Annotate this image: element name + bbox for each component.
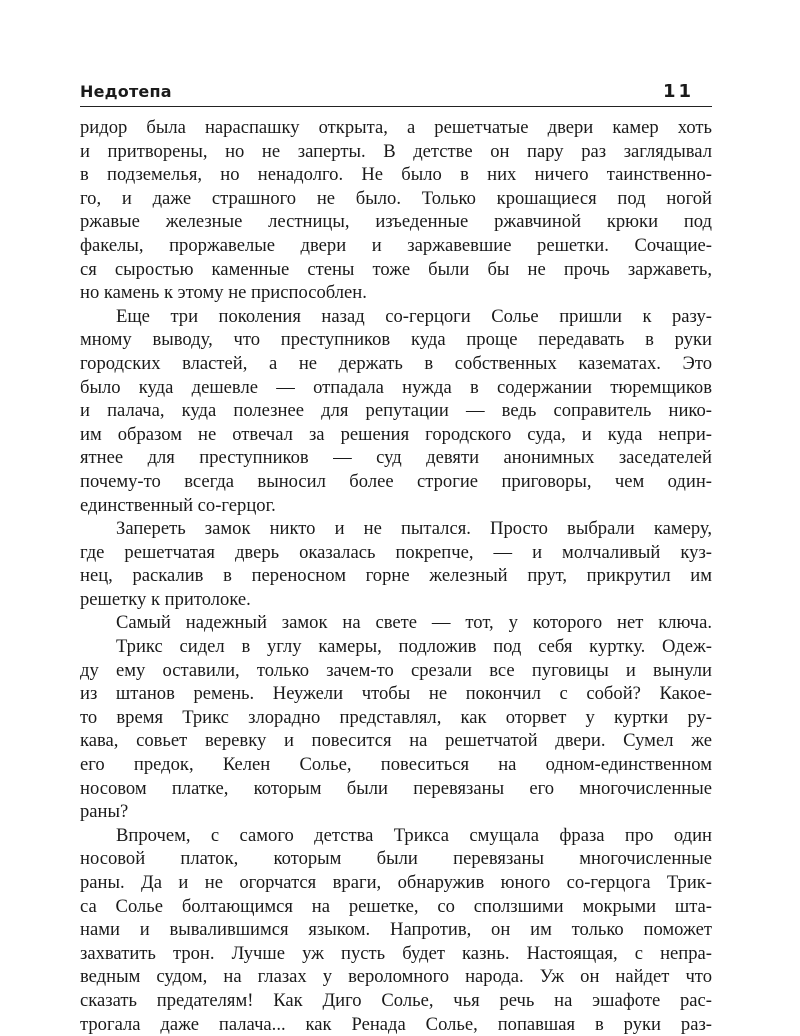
running-title: Недотепа — [80, 82, 172, 101]
text-line: трогала даже палача... как Ренада Солье, попавшая в руки раз- — [80, 1013, 712, 1035]
text-line: единственный со-герцог. — [80, 494, 276, 516]
text-line: са Солье болтающимся на решетке, со сползшими мокрыми шта- — [80, 895, 712, 917]
text-line: факелы, проржавелые двери и заржавевшие решетки. Сочащие- — [80, 234, 712, 256]
text-line: было куда дешевле — отпадала нужда в содержании тюремщиков — [80, 376, 712, 398]
text-line: решетку к притолоке. — [80, 588, 251, 610]
text-line: ся сыростью каменные стены тоже были бы не прочь заржаветь, — [80, 258, 712, 280]
text-line: Впрочем, с самого детства Трикса смущала фраза про один — [116, 824, 712, 846]
text-line: раны? — [80, 801, 129, 823]
text-line: его предок, Келен Солье, повеситься на одном-единственном — [80, 754, 712, 776]
text-line: то время Трикс злорадно представлял, как оторвет у куртки ру- — [80, 706, 712, 728]
text-line: сказать предателям! Как Диго Солье, чья речь на эшафоте рас- — [80, 989, 712, 1011]
text-line: нец, раскалив в переносном горне железный прут, прикрутил им — [80, 565, 712, 587]
text-line: им образом не отвечал за решения городского суда, и куда непри- — [80, 423, 712, 445]
text-line: Самый надежный замок на свете — тот, у которого нет ключа. — [116, 612, 712, 634]
text-line: захватить трон. Лучше уж пусть будет казнь. Настоящая, с непра- — [80, 942, 712, 964]
text-line: ду ему оставили, только зачем-то срезали все пуговицы и вынули — [80, 659, 712, 681]
text-line: носовом платке, которым были перевязаны его многочисленные — [80, 777, 712, 799]
text-line: ржавые железные лестницы, изъеденные ржавчиной крюки под — [80, 211, 712, 233]
text-line: но камень к этому не приспособлен. — [80, 282, 367, 304]
text-line: ридор была нараспашку открыта, а решетчатые двери камер хоть — [80, 117, 712, 138]
text-line: ятнее для преступников — суд девяти анонимных заседателей — [80, 447, 712, 469]
text-line: Запереть замок никто и не пытался. Просто выбрали камеру, — [116, 518, 712, 540]
text-line: ведным судом, на глазах у вероломного народа. Уж он найдет что — [80, 966, 712, 988]
text-line: где решетчатая дверь оказалась покрепче, — и молчаливый куз- — [80, 541, 712, 563]
page-number: 11 — [662, 81, 694, 102]
text-line: носовой платок, которым были перевязаны многочисленные — [80, 848, 712, 870]
text-line: из штанов ремень. Неужели чтобы не покончил с собой? Какое- — [80, 683, 712, 705]
text-line: и палача, куда полезнее для репутации — ведь соправитель нико- — [80, 400, 712, 422]
body-text — [80, 116, 712, 1036]
text-line: нами и вывалившимся языком. Напротив, он им только поможет — [80, 919, 712, 941]
text-line: в подземелья, но ненадолго. Не было в них ничего таинственно- — [80, 164, 712, 186]
text-line: раны. Да и не огорчатся враги, обнаружив юного со-герцога Трик- — [80, 872, 712, 893]
text-line: го, и даже страшного не было. Только крошащиеся под ногой — [80, 187, 712, 209]
text-line: городских властей, а не держать в собственных казематах. Это — [80, 352, 712, 374]
text-line: Еще три поколения назад со-герцоги Солье пришли к разу- — [116, 305, 712, 327]
text-line: почему-то всегда выносил более строгие приговоры, чем один- — [80, 470, 712, 492]
text-line: кава, совьет веревку и повесится на решетчатой двери. Сумел же — [80, 730, 712, 752]
text-line: мному выводу, что преступников куда проще передавать в руки — [80, 329, 712, 351]
text-line: Трикс сидел в углу камеры, подложив под себя куртку. Одеж- — [116, 636, 712, 658]
running-header — [80, 80, 712, 107]
text-line: и притворены, но не заперты. В детстве он пару раз заглядывал — [80, 140, 712, 162]
